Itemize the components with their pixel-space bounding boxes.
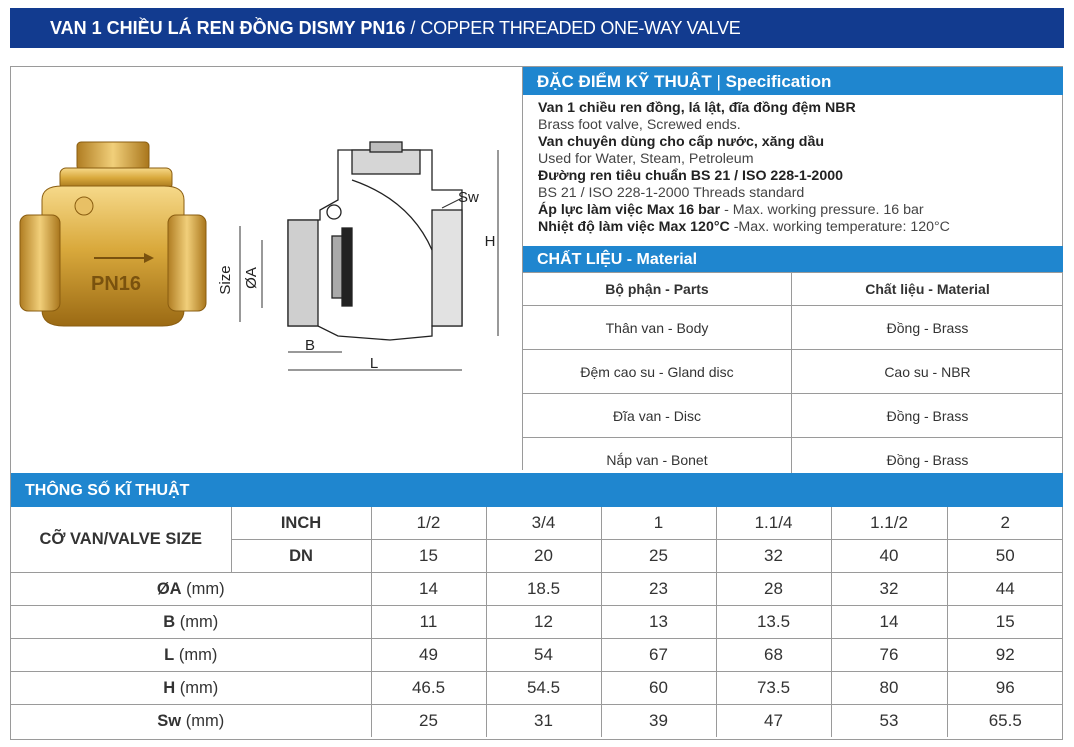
material-value: Cao su - NBR <box>792 350 1064 394</box>
table-cell: 1 <box>601 507 716 540</box>
table-cell: 14 <box>831 606 947 639</box>
spec-pressure <box>538 202 1058 219</box>
material-part: Đệm cao su - Gland disc <box>523 350 792 394</box>
table-cell: 49 <box>371 639 486 672</box>
table-cell: 92 <box>947 639 1063 672</box>
table-cell: 80 <box>831 672 947 705</box>
table-cell: 68 <box>716 639 831 672</box>
technical-table <box>11 507 1063 737</box>
table-cell: 65.5 <box>947 705 1063 738</box>
title-separator: / <box>405 18 421 38</box>
table-cell: 44 <box>947 573 1063 606</box>
table-cell: 60 <box>601 672 716 705</box>
table-cell: 11 <box>371 606 486 639</box>
table-cell: 1.1/4 <box>716 507 831 540</box>
table-cell: 76 <box>831 639 947 672</box>
material-heading <box>523 246 1063 272</box>
valve-size-label: CỠ VAN/VALVE SIZE <box>11 507 231 573</box>
row-unit: (mm) <box>174 645 218 664</box>
table-cell: 15 <box>947 606 1063 639</box>
table-cell: 31 <box>486 705 601 738</box>
valve-marking: PN16 <box>90 273 142 295</box>
spec-pressure-en: - Max. working pressure. 16 bar <box>720 202 924 218</box>
drawing-label-size: Size <box>217 265 234 295</box>
table-cell: 15 <box>371 540 486 573</box>
row-name: ØA <box>156 579 182 598</box>
table-row <box>11 573 1063 606</box>
title-en: COPPER THREADED ONE-WAY VALVE <box>420 18 741 38</box>
spec-temperature-vi: Nhiệt độ làm việc Max 120°C <box>538 219 730 235</box>
dn-label: DN <box>231 540 371 573</box>
page-title <box>50 18 740 39</box>
row-unit: (mm) <box>175 678 219 697</box>
material-header-row <box>523 273 1063 306</box>
table-cell: 54.5 <box>486 672 601 705</box>
title-vi: VAN 1 CHIỀU LÁ REN ĐỒNG DISMY PN16 <box>50 18 406 38</box>
drawing-label-diameter: ØA <box>243 267 260 289</box>
row-unit: (mm) <box>175 612 219 631</box>
table-row <box>11 639 1063 672</box>
drawing-label-h: H <box>484 233 496 250</box>
drawing-label-sw: Sw <box>458 189 479 206</box>
specification-heading-sep: | <box>711 72 726 91</box>
material-table <box>523 272 1063 482</box>
row-name: Sw <box>157 711 182 730</box>
row-name: L <box>164 645 175 664</box>
material-part: Đĩa van - Disc <box>523 394 792 438</box>
table-cell: 13 <box>601 606 716 639</box>
table-cell: 12 <box>486 606 601 639</box>
table-cell: 53 <box>831 705 947 738</box>
specification-heading-en: Specification <box>725 72 832 91</box>
specification-heading <box>523 67 1063 95</box>
row-label <box>11 639 371 672</box>
technical-heading: THÔNG SỐ KĨ THUẬT <box>11 473 1063 507</box>
inch-label: INCH <box>231 507 371 540</box>
table-cell: 3/4 <box>486 507 601 540</box>
table-row <box>11 705 1063 738</box>
table-row <box>11 672 1063 705</box>
table-cell: 50 <box>947 540 1063 573</box>
specification-heading-vi: ĐẶC ĐIỂM KỸ THUẬT <box>537 72 712 91</box>
row-unit: (mm) <box>181 711 225 730</box>
row-name: H <box>163 678 176 697</box>
material-heading-sep: - <box>622 251 637 268</box>
table-cell: 25 <box>371 705 486 738</box>
title-bar <box>10 8 1064 48</box>
material-part: Thân van - Body <box>523 306 792 350</box>
valve-photo <box>12 120 212 350</box>
table-row <box>523 394 1063 438</box>
material-col-material: Chất liệu - Material <box>792 273 1064 306</box>
table-cell: 54 <box>486 639 601 672</box>
material-value: Đồng - Brass <box>792 438 1064 482</box>
row-label <box>11 606 371 639</box>
spec-temperature-en: -Max. working temperature: 120°C <box>729 219 950 235</box>
table-cell: 25 <box>601 540 716 573</box>
spec-line-en: Brass foot valve, Screwed ends. <box>538 117 741 133</box>
specification-list <box>538 100 1058 236</box>
table-cell: 96 <box>947 672 1063 705</box>
table-row <box>11 606 1063 639</box>
spec-line-en: Used for Water, Steam, Petroleum <box>538 151 754 167</box>
table-cell: 20 <box>486 540 601 573</box>
table-cell: 2 <box>947 507 1063 540</box>
table-cell: 14 <box>371 573 486 606</box>
table-cell: 1.1/2 <box>831 507 947 540</box>
table-cell: 40 <box>831 540 947 573</box>
table-cell: 28 <box>716 573 831 606</box>
table-cell: 1/2 <box>371 507 486 540</box>
row-label <box>11 672 371 705</box>
spec-line-vi: Van 1 chiều ren đồng, lá lật, đĩa đồng đệm NBR <box>538 100 856 116</box>
material-part: Nắp van - Bonet <box>523 438 792 482</box>
spec-temperature <box>538 219 1058 236</box>
material-value: Đồng - Brass <box>792 306 1064 350</box>
table-row <box>523 306 1063 350</box>
drawing-label-b: B <box>304 337 316 354</box>
table-cell: 18.5 <box>486 573 601 606</box>
table-cell: 73.5 <box>716 672 831 705</box>
spec-line-vi: Đường ren tiêu chuẩn BS 21 / ISO 228-1-2000 <box>538 168 843 184</box>
table-cell: 47 <box>716 705 831 738</box>
spec-line-en: BS 21 / ISO 228-1-2000 Threads standard <box>538 185 805 201</box>
table-cell: 23 <box>601 573 716 606</box>
table-cell: 32 <box>831 573 947 606</box>
row-label <box>11 705 371 738</box>
table-row <box>523 350 1063 394</box>
row-unit: (mm) <box>181 579 225 598</box>
material-col-parts: Bộ phận - Parts <box>523 273 792 306</box>
valve-drawing <box>210 140 520 380</box>
table-row-inch <box>11 507 1063 540</box>
material-heading-vi: CHẤT LIỆU <box>537 251 623 268</box>
row-name: B <box>163 612 176 631</box>
material-heading-en: Material <box>636 251 698 268</box>
table-cell: 13.5 <box>716 606 831 639</box>
drawing-label-l: L <box>369 355 379 372</box>
table-cell: 46.5 <box>371 672 486 705</box>
spec-line-vi: Van chuyên dùng cho cấp nước, xăng dầu <box>538 134 825 150</box>
material-value: Đồng - Brass <box>792 394 1064 438</box>
spec-pressure-vi: Áp lực làm việc Max 16 bar <box>538 202 721 218</box>
table-cell: 39 <box>601 705 716 738</box>
table-cell: 32 <box>716 540 831 573</box>
row-label <box>11 573 371 606</box>
table-cell: 67 <box>601 639 716 672</box>
